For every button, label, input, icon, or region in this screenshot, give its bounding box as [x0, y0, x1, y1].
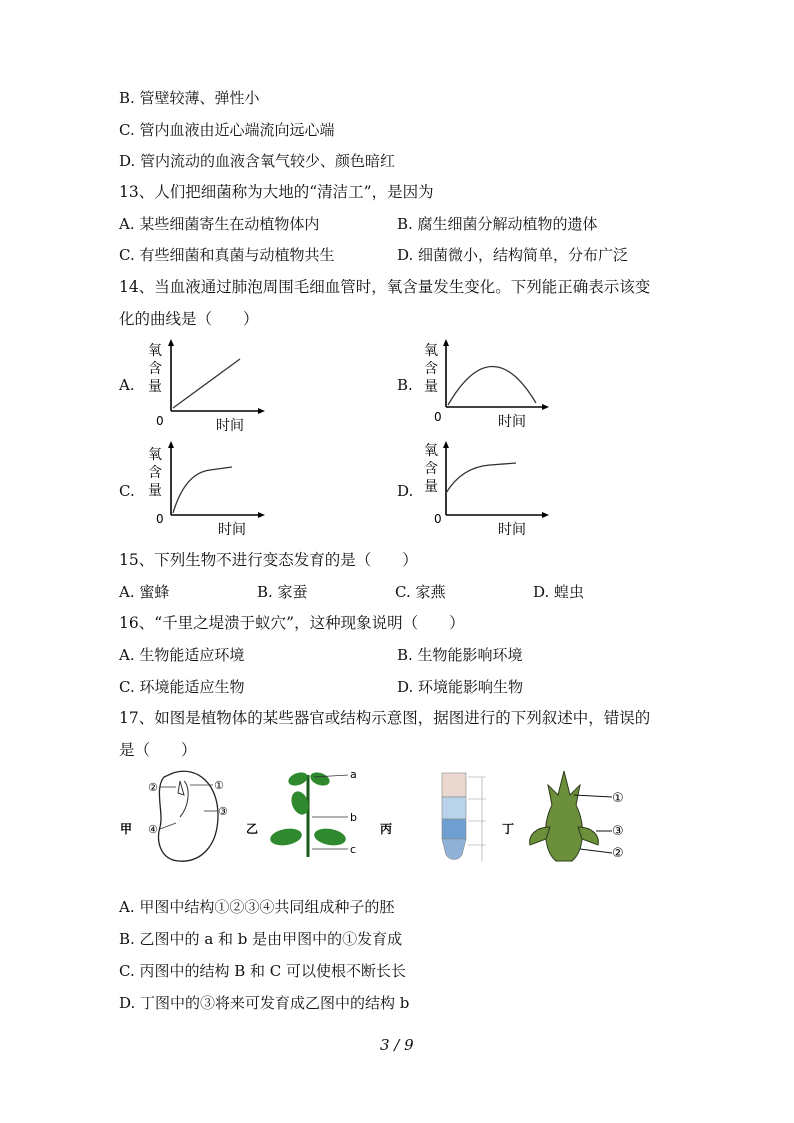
q13-option-b: B. 腐生细菌分解动植物的遗体: [397, 215, 598, 233]
q17-stem-line1: 17、如图是植物体的某些器官或结构示意图，据图进行的下列叙述中，错误的: [119, 709, 651, 727]
root-meristem-zone: [442, 819, 466, 839]
bud-body: [546, 771, 583, 861]
graph-b-curve: [448, 366, 536, 405]
graph-c-ylabel-1: 氧: [148, 447, 162, 463]
graph-b-ylabel-2: 含: [424, 361, 438, 377]
graph-c-origin: 0: [156, 512, 164, 526]
graph-d-y-arrow: [443, 441, 449, 448]
q12-option-b: B. 管壁较薄、弹性小: [119, 89, 260, 107]
graph-b: [418, 335, 558, 435]
figure-yi-seedling: [244, 765, 364, 865]
figure-jia-c1: ①: [214, 779, 224, 792]
graph-c-xlabel: 时间: [218, 522, 246, 538]
graph-b-x-arrow: [542, 404, 549, 410]
graph-c-ylabel-2: 含: [148, 465, 162, 481]
q16-option-c: C. 环境能适应生物: [119, 678, 245, 696]
graph-c-curve: [173, 467, 232, 513]
figure-yi-c: c: [350, 843, 357, 856]
figure-jia-c3: ③: [218, 805, 228, 818]
figure-ding-bud: [500, 765, 640, 865]
seedling-lower-leaf-right: [313, 826, 347, 847]
q15-option-d: D. 蝗虫: [533, 583, 585, 601]
root-cap: [442, 839, 466, 860]
figure-ding-c1: ①: [612, 791, 624, 806]
graph-c-option: C.: [119, 482, 135, 500]
graph-a-ylabel-3: 量: [148, 379, 162, 395]
seedling-lower-leaf-left: [269, 826, 303, 847]
graph-d-option: D.: [397, 482, 414, 500]
graph-d-ylabel-2: 含: [424, 461, 438, 477]
graph-d-curve: [446, 463, 516, 493]
seedling-top-leaf-left: [287, 770, 310, 788]
q15-option-b: B. 家蚕: [257, 583, 308, 601]
graph-b-y-arrow: [443, 339, 449, 346]
figure-yi-label: 乙: [246, 822, 259, 836]
figure-bing-root-tip: [378, 765, 498, 869]
graph-c-ylabel-3: 量: [148, 483, 162, 499]
figure-jia-c4: ④: [148, 823, 158, 836]
q12-option-c: C. 管内血液由近心端流向远心端: [119, 121, 335, 139]
graph-b-origin: 0: [434, 410, 442, 424]
graph-c: [140, 437, 275, 539]
graph-a-y-arrow: [168, 339, 174, 346]
q16-option-d: D. 环境能影响生物: [397, 678, 524, 696]
figure-jia-label: 甲: [120, 822, 133, 836]
graph-b-ylabel-1: 氧: [424, 343, 438, 359]
q17-stem-line2: 是（ ）: [119, 741, 197, 759]
figure-ding-c2: ②: [612, 846, 624, 861]
figure-yi-a: a: [350, 768, 357, 781]
graph-b-option: B.: [397, 376, 413, 394]
q15-stem: 15、下列生物不进行变态发育的是（ ）: [119, 551, 418, 569]
seedling-top-leaf-right: [309, 770, 332, 788]
graph-a-xlabel: 时间: [216, 418, 244, 434]
q13-option-a: A. 某些细菌寄生在动植物体内: [119, 215, 320, 233]
q17-option-b: B. 乙图中的 a 和 b 是由甲图中的①发育成: [119, 930, 403, 948]
q17-option-d: D. 丁图中的③将来可发育成乙图中的结构 b: [119, 994, 410, 1012]
graph-a-ylabel-1: 氧: [148, 343, 162, 359]
graph-d-x-arrow: [542, 512, 549, 518]
graph-c-x-arrow: [258, 512, 265, 518]
q15-option-a: A. 蜜蜂: [119, 583, 170, 601]
graph-b-ylabel-3: 量: [424, 379, 438, 395]
q16-stem: 16、“千里之堤溃于蚁穴”，这种现象说明（ ）: [119, 614, 465, 632]
q14-stem-line2: 化的曲线是（ ）: [119, 310, 259, 328]
q13-stem: 13、人们把细菌称为大地的“清洁工”，是因为: [119, 183, 434, 201]
graph-a-x-arrow: [258, 408, 265, 414]
graph-a: [140, 335, 275, 435]
figure-yi-b: b: [350, 811, 357, 824]
q14-stem-line1: 14、当血液通过肺泡周围毛细血管时，氧含量发生变化。下列能正确表示该变: [119, 278, 651, 296]
graph-d-origin: 0: [434, 512, 442, 526]
root-mature-zone: [442, 773, 466, 797]
graph-b-xlabel: 时间: [498, 414, 526, 430]
graph-d-ylabel-1: 氧: [424, 443, 438, 459]
figure-bing-label: 丙: [380, 822, 393, 836]
graph-a-origin: 0: [156, 414, 164, 428]
figure-jia-c2: ②: [148, 781, 158, 794]
graph-a-ylabel-2: 含: [148, 361, 162, 377]
q16-option-b: B. 生物能影响环境: [397, 646, 523, 664]
q13-option-d: D. 细菌微小，结构简单，分布广泛: [397, 246, 629, 264]
q17-option-a: A. 甲图中结构①②③④共同组成种子的胚: [119, 898, 395, 916]
figure-jia-seed: [118, 765, 238, 865]
q17-option-c: C. 丙图中的结构 B 和 C 可以使根不断长长: [119, 962, 407, 980]
graph-a-curve: [173, 359, 240, 408]
graph-d-xlabel: 时间: [498, 522, 526, 538]
graph-d-ylabel-3: 量: [424, 479, 438, 495]
graph-c-y-arrow: [168, 441, 174, 448]
figure-ding-label: 丁: [502, 822, 515, 836]
graph-d: [418, 437, 558, 539]
root-elongation-zone: [442, 797, 466, 819]
page-number: 3 / 9: [380, 1036, 414, 1054]
figure-ding-c3: ③: [612, 824, 624, 839]
q15-option-c: C. 家燕: [395, 583, 446, 601]
q12-option-d: D. 管内流动的血液含氧气较少、颜色暗红: [119, 152, 396, 170]
seed-plumule: [178, 781, 184, 795]
graph-a-option: A.: [119, 376, 135, 394]
q16-option-a: A. 生物能适应环境: [119, 646, 245, 664]
q13-option-c: C. 有些细菌和真菌与动植物共生: [119, 246, 335, 264]
